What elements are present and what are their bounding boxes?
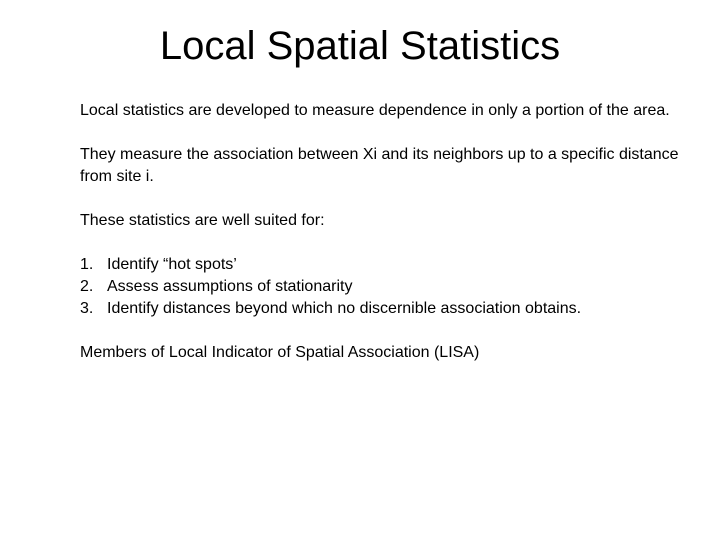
- list-number: 3.: [80, 300, 94, 317]
- slide-title: Local Spatial Statistics: [159, 24, 561, 68]
- list-number: 2.: [80, 278, 94, 295]
- paragraph-well-suited: These statistics are well suited for:: [80, 212, 325, 229]
- list-item: [80, 254, 680, 276]
- paragraph-lisa: Members of Local Indicator of Spatial Association (LISA): [80, 344, 480, 361]
- list-item: [80, 276, 680, 298]
- numbered-list: [80, 254, 680, 320]
- slide-body: [80, 100, 680, 386]
- paragraph-local-statistics: Local statistics are developed to measure dependence in only a portion of the area.: [80, 102, 670, 119]
- list-item-text: Assess assumptions of stationarity: [107, 278, 353, 295]
- paragraph-association: They measure the association between Xi and its neighbors up to a specific distance from site i.: [80, 146, 679, 185]
- list-item-text: Identify “hot spots’: [107, 256, 237, 273]
- list-number: 1.: [80, 256, 94, 273]
- list-item-text: Identify distances beyond which no discernible association obtains.: [107, 300, 582, 317]
- list-item: [80, 298, 680, 320]
